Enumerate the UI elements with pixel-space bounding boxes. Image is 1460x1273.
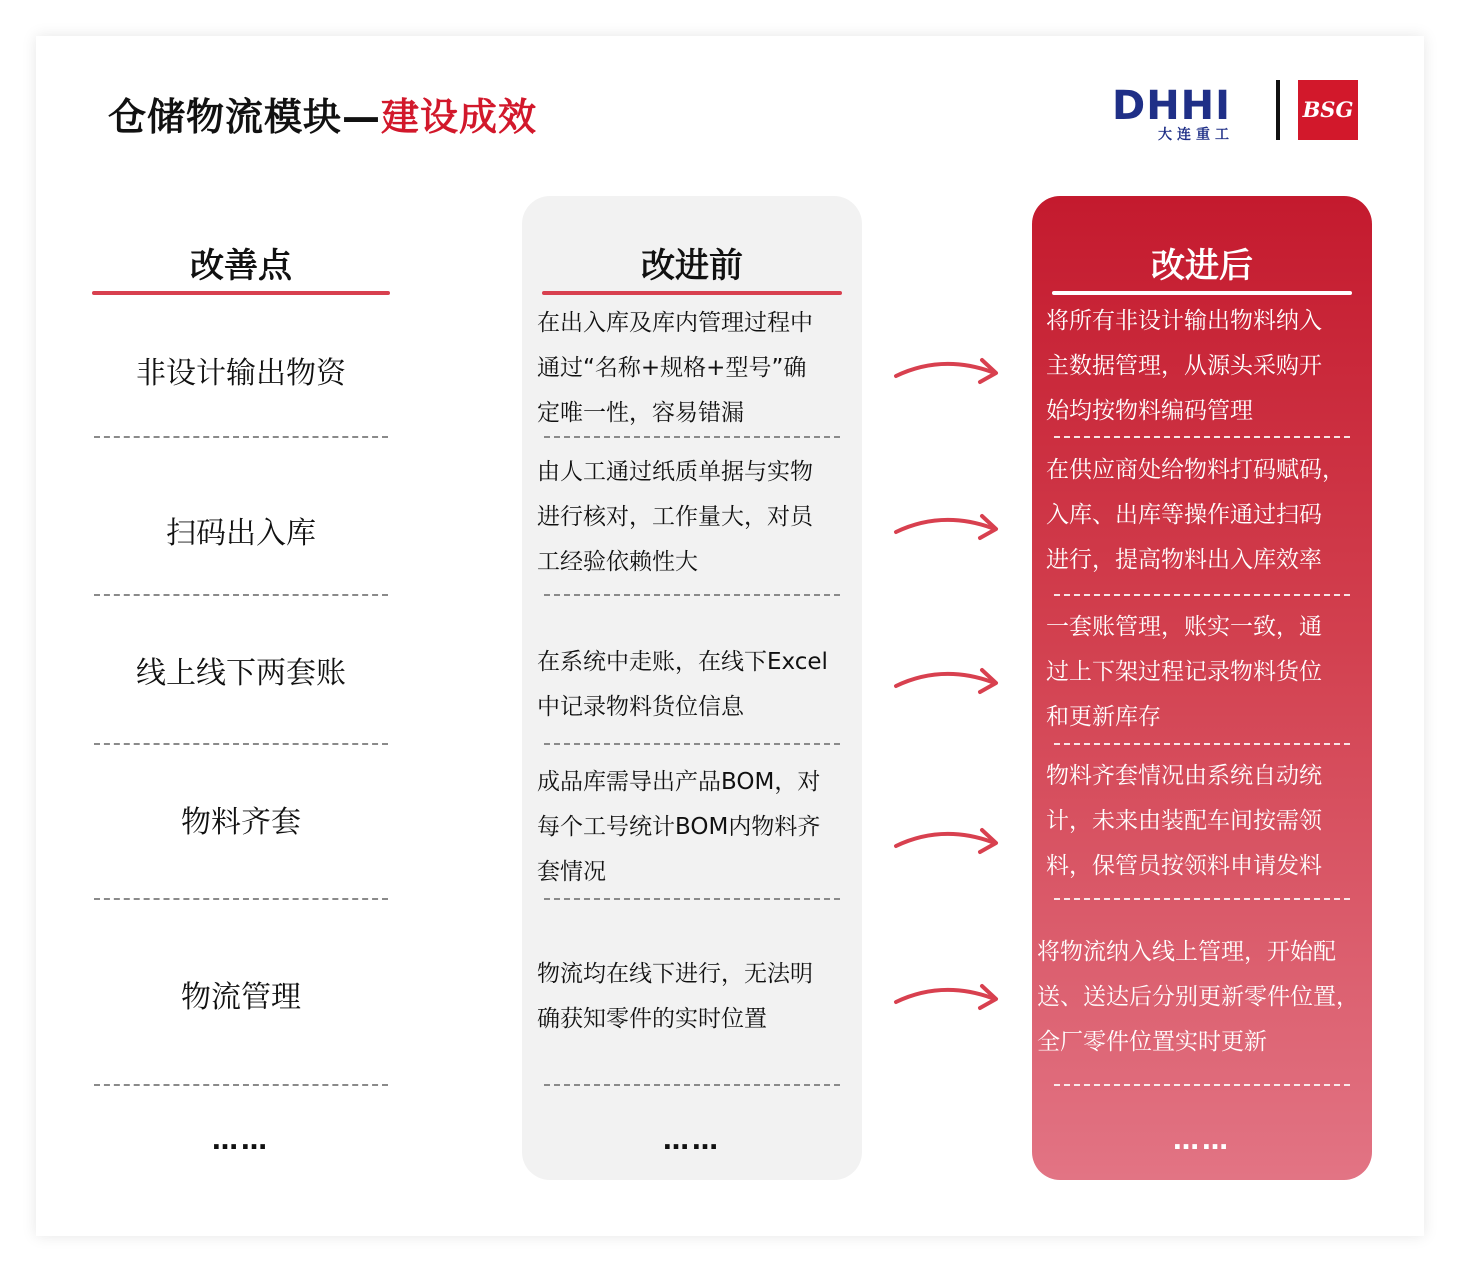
before-line: 在出入库及库内管理过程中: [537, 310, 813, 336]
before-text: [537, 760, 820, 895]
column-underline-improve: [92, 291, 390, 295]
after-line: 过上下架过程记录物料货位: [1046, 659, 1322, 685]
row-divider: [1054, 594, 1350, 596]
after-line: 在供应商处给物料打码赋码，: [1046, 457, 1345, 483]
row-divider: [1054, 1084, 1350, 1086]
before-line: 由人工通过纸质单据与实物: [537, 459, 813, 485]
row-divider: [544, 898, 840, 900]
after-line: 送、送达后分别更新零件位置，: [1037, 984, 1359, 1010]
column-header-before: 改进前: [641, 246, 743, 286]
row-divider: [94, 1084, 388, 1086]
after-text: [1046, 448, 1345, 583]
title-prefix: 仓储物流模块—: [108, 95, 382, 139]
after-line: 始均按物料编码管理: [1046, 398, 1253, 424]
after-text: [1046, 605, 1322, 740]
row-divider: [544, 436, 840, 438]
after-line: 料，保管员按领料申请发料: [1046, 853, 1322, 879]
arrow-right-icon: [892, 352, 1004, 392]
row-divider: [94, 594, 388, 596]
arrow-right-icon: [892, 662, 1004, 702]
ellipsis: ……: [1173, 1126, 1231, 1156]
before-text: [537, 301, 813, 436]
logo-group: [1112, 80, 1362, 142]
logo-divider: [1276, 80, 1280, 140]
before-text: [537, 450, 813, 585]
ellipsis: ……: [212, 1126, 270, 1156]
row-divider: [94, 436, 388, 438]
improve-point: 物流管理: [181, 980, 301, 1015]
bsg-logo: BSG: [1298, 80, 1358, 140]
after-line: 进行，提高物料出入库效率: [1046, 547, 1322, 573]
title-accent: 建设成效: [381, 95, 538, 139]
dhhi-logo-subtitle: 大连重工: [1158, 127, 1234, 143]
row-divider: [544, 743, 840, 745]
improve-point: 物料齐套: [181, 805, 301, 840]
page-title: [108, 86, 537, 141]
after-line: 入库、出库等操作通过扫码: [1046, 502, 1322, 528]
before-line: 工经验依赖性大: [537, 549, 698, 575]
dhhi-logo: DHHI: [1112, 83, 1232, 129]
before-line: 定唯一性，容易错漏: [537, 400, 744, 426]
column-header-after: 改进后: [1151, 246, 1253, 286]
column-underline-after: [1052, 291, 1352, 295]
before-line: 套情况: [537, 859, 606, 885]
before-line: 进行核对，工作量大，对员: [537, 504, 813, 530]
row-divider: [1054, 436, 1350, 438]
before-line: 成品库需导出产品BOM，对: [537, 769, 821, 795]
ellipsis: ……: [663, 1126, 721, 1156]
after-line: 物料齐套情况由系统自动统: [1046, 763, 1322, 789]
before-line: 通过“名称+规格+型号”确: [537, 355, 807, 381]
after-text: [1046, 299, 1322, 434]
after-line: 将所有非设计输出物料纳入: [1046, 308, 1322, 334]
before-text: [537, 952, 813, 1042]
before-line: 在系统中走账，在线下Excel: [537, 649, 828, 675]
row-divider: [1054, 743, 1350, 745]
arrow-right-icon: [892, 978, 1004, 1018]
row-divider: [94, 898, 388, 900]
before-line: 中记录物料货位信息: [537, 694, 744, 720]
after-line: 计，未来由装配车间按需领: [1046, 808, 1322, 834]
before-line: 物流均在线下进行，无法明: [537, 961, 813, 987]
row-divider: [544, 1084, 840, 1086]
row-divider: [94, 743, 388, 745]
improve-point: 非设计输出物资: [136, 356, 346, 391]
column-underline-before: [542, 291, 842, 295]
after-line: 和更新库存: [1046, 704, 1161, 730]
improve-point: 扫码出入库: [166, 516, 316, 551]
row-divider: [544, 594, 840, 596]
after-text: [1046, 754, 1322, 889]
row-divider: [1054, 898, 1350, 900]
after-line: 全厂零件位置实时更新: [1037, 1029, 1267, 1055]
after-text: [1037, 930, 1359, 1065]
arrow-right-icon: [892, 822, 1004, 862]
after-line: 主数据管理，从源头采购开: [1046, 353, 1322, 379]
before-line: 确获知零件的实时位置: [537, 1006, 767, 1032]
before-line: 每个工号统计BOM内物料齐: [537, 814, 821, 840]
arrow-right-icon: [892, 508, 1004, 548]
after-line: 一套账管理，账实一致，通: [1046, 614, 1322, 640]
column-header-improve: 改善点: [190, 246, 292, 286]
improve-point: 线上线下两套账: [136, 656, 346, 691]
after-line: 将物流纳入线上管理，开始配: [1037, 939, 1336, 965]
before-text: [537, 640, 828, 730]
